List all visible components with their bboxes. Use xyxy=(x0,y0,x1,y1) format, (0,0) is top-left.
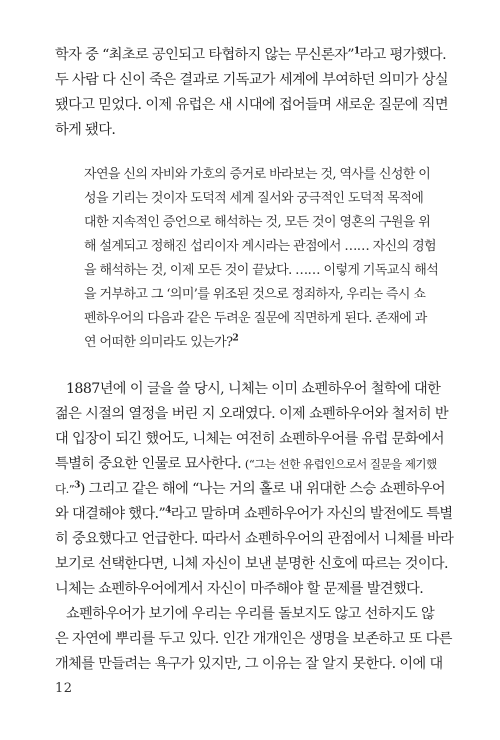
quote-line-8: 연 어떠한 의미라도 있는가?$^2$ xyxy=(84,333,239,350)
quote-line-5: 을 해석하는 것, 이제 모든 것이 끝났다. …… 이렇게 기독교식 해석 xyxy=(84,263,439,278)
quote-line-2: 성을 기리는 것이자 도덕적 세계 질서와 궁극적인 도덕적 목적에 xyxy=(84,191,424,206)
paragraph-1-line-2: 두 사람 다 신이 죽은 결과로 기독교가 세계에 부여하던 의미가 상실 xyxy=(55,72,448,88)
paragraph-1-line-4: 하게 됐다. xyxy=(55,122,116,138)
paragraph-3-line-1: 쇼펜하우어가 보기에 우리는 우리를 돌보지도 않고 선하지도 않 xyxy=(66,606,435,622)
paragraph-2-line-4: 특별히 중요한 인물로 묘사한다. (“그는 선한 유럽인으로서 질문을 제기했 xyxy=(55,456,437,472)
paragraph-2-line-7: 히 중요했다고 언급한다. 따라서 쇼펜하우어의 관점에서 니체를 바라 xyxy=(55,531,454,547)
paragraph-2-line-1: 1887년에 이 글을 쓸 당시, 니체는 이미 쇼펜하우어 철학에 대한 xyxy=(66,381,441,397)
paragraph-2-line-3: 대 입장이 되긴 했어도, 니체는 여전히 쇼펜하우어를 유럽 문화에서 xyxy=(55,431,445,447)
paragraph-2-line-5: 다.”$^3$) 그리고 같은 해에 “나는 거의 홀로 내 위대한 스승 쇼펜하우어 xyxy=(55,480,446,497)
paragraph-2-line-8: 보기로 선택한다면, 니체 자신이 보낸 분명한 신호에 따르는 것이다. xyxy=(55,556,448,572)
quote-line-6: 을 거부하고 그 ‘의미’를 위조된 것으로 정죄하자, 우리는 즉시 쇼 xyxy=(84,287,426,302)
footnote-marker-3: 3 xyxy=(74,480,80,491)
quote-line-1: 자연을 신의 자비와 가호의 증거로 바라보는 것, 역사를 신성한 이 xyxy=(84,167,431,182)
paragraph-1-line-3: 됐다고 믿었다. 이제 유럽은 새 시대에 접어들며 새로운 질문에 직면 xyxy=(55,97,448,113)
page-number: 12 xyxy=(55,681,73,696)
quote-line-3: 대한 지속적인 증언으로 해석하는 것, 모든 것이 영혼의 구원을 위 xyxy=(84,215,431,230)
quote-line-4: 해 설계되고 정해진 섭리이자 계시라는 관점에서 …… 자신의 경험 xyxy=(84,239,437,254)
footnote-marker-2: 2 xyxy=(232,333,239,344)
paragraph-2-line-9: 니체는 쇼펜하우어에게서 자신이 마주해야 할 문제를 발견했다. xyxy=(55,581,424,597)
quote-line-7: 펜하우어의 다음과 같은 두려운 질문에 직면하게 된다. 존재에 과 xyxy=(84,311,427,326)
paragraph-2-line-2: 젊은 시절의 열정을 버린 지 오래였다. 이제 쇼펜하우어와 철저히 반 xyxy=(55,406,448,422)
paragraph-1-line-1: 학자 중 “최초로 공인되고 타협하지 않는 무신론자”$^1$라고 평가했다. xyxy=(55,46,446,63)
paragraph-3-line-3: 개체를 만들려는 욕구가 있지만, 그 이유는 잘 알지 못한다. 이에 대 xyxy=(55,656,443,672)
paragraph-2-line-6: 와 대결해야 했다.”$^4$라고 말하며 쇼펜하우어가 자신의 발전에도 특별 xyxy=(55,505,453,522)
footnote-marker-1: 1 xyxy=(353,46,360,57)
paragraph-3-line-2: 은 자연에 뿌리를 두고 있다. 인간 개개인은 생명을 보존하고 또 다른 xyxy=(55,631,452,647)
footnote-marker-4: 4 xyxy=(165,505,171,516)
